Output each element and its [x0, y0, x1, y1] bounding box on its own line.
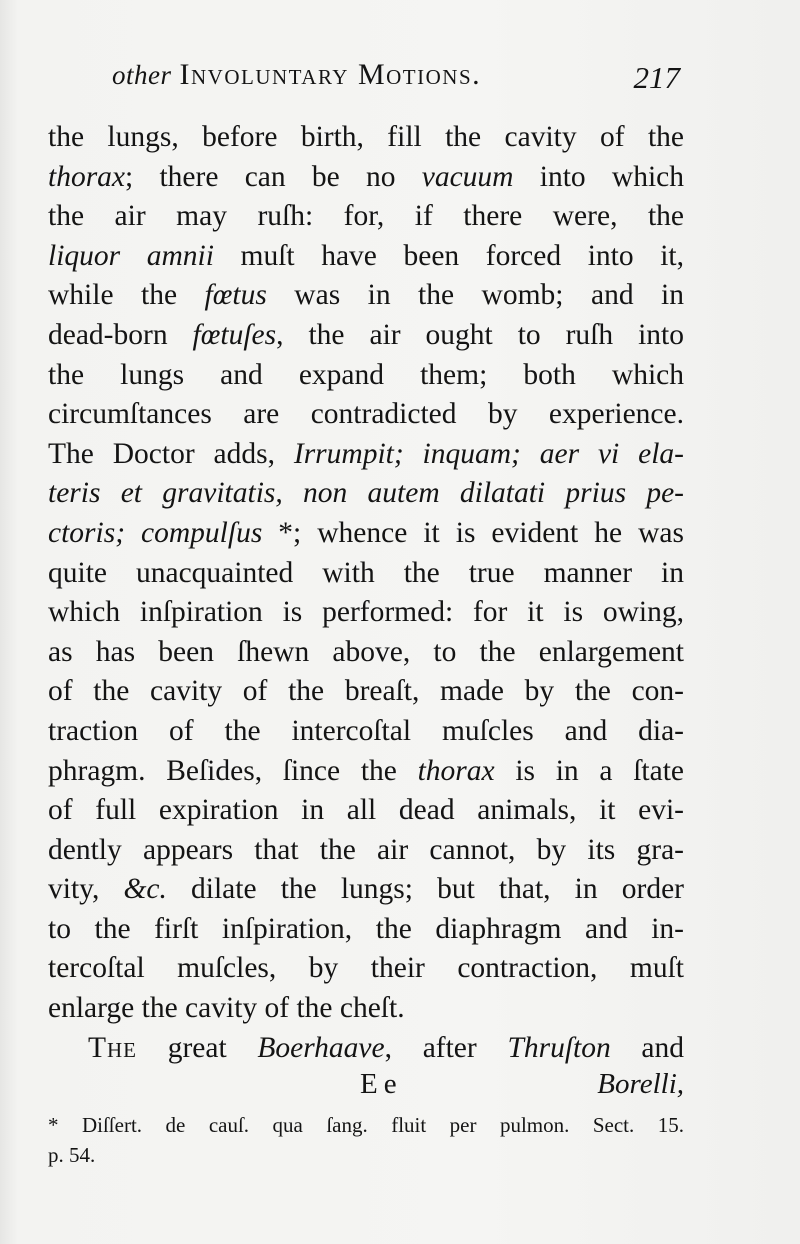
- italic-text: thorax: [417, 754, 495, 787]
- text-line: [48, 791, 684, 831]
- footnote-line: * Diſſert. de cauſ. qua ſang. fluit per pulmon. Sect. 15.: [48, 1113, 684, 1137]
- text-segment: muſt have been forced into it,: [213, 239, 684, 272]
- footnote-line: p. 54.: [48, 1143, 96, 1167]
- running-head-italic: other: [112, 60, 172, 90]
- text-segment: as has been ſhewn above, to the enlargement: [48, 635, 684, 668]
- text-segment: dently appears that the air cannot, by its gra-: [48, 833, 684, 866]
- text-segment: , after: [384, 1031, 508, 1064]
- text-segment: traction of the intercoſtal muſcles and dia-: [48, 714, 684, 747]
- body-text: [48, 118, 684, 1068]
- italic-text: teris et gravitatis, non autem dilatati prius pe-: [48, 477, 684, 510]
- running-head-title: Involuntary Motions.: [179, 58, 482, 91]
- text-line: [48, 633, 684, 673]
- text-line: [48, 831, 684, 871]
- text-line: [48, 197, 684, 237]
- text-segment: enlarge the cavity of the cheſt.: [48, 992, 405, 1025]
- text-line: [48, 712, 684, 752]
- text-line: [48, 554, 684, 594]
- italic-text: Thruſton: [507, 1031, 611, 1064]
- italic-text: thorax: [48, 160, 126, 193]
- text-segment: into which: [513, 160, 684, 193]
- text-line: [48, 276, 684, 316]
- text-line: [48, 237, 684, 277]
- text-segment: of full expiration in all dead animals, it evi-: [48, 794, 684, 827]
- signature-mark: Ee: [360, 1068, 403, 1100]
- italic-text: Boerhaave: [257, 1031, 385, 1064]
- text-segment: *; whence it is evident he was: [262, 516, 684, 549]
- page-number: 217: [633, 60, 680, 95]
- text-line: [48, 514, 684, 554]
- text-segment: while the: [48, 279, 205, 312]
- text-segment: the air may ruſh: for, if there were, the: [48, 200, 684, 233]
- small-caps-text: The: [88, 1031, 138, 1064]
- text-line: [48, 672, 684, 712]
- text-segment: to the firſt inſpiration, the diaphragm and in-: [48, 912, 684, 945]
- text-segment: is in a ſtate: [494, 754, 684, 787]
- italic-text: Irrumpit; inquam; aer vi ela-: [293, 437, 684, 470]
- text-line: [48, 158, 684, 198]
- text-line: [48, 118, 684, 158]
- text-line: [48, 910, 684, 950]
- text-segment: the lungs, before birth, fill the cavity of the: [48, 121, 684, 153]
- text-line: [48, 752, 684, 792]
- text-segment: circumſtances are contradicted by experience.: [48, 398, 684, 431]
- text-line: [48, 593, 684, 633]
- text-segment: vity,: [48, 873, 124, 906]
- footnote: [48, 1110, 684, 1170]
- italic-text: vacuum: [421, 160, 514, 193]
- text-line: [48, 1029, 684, 1069]
- text-segment: was in the womb; and in: [266, 279, 684, 312]
- text-segment: phragm. Beſides, ſince the: [48, 754, 418, 787]
- text-line: [48, 356, 684, 396]
- text-line: [48, 395, 684, 435]
- text-line: [48, 316, 684, 356]
- text-segment: , the air ought to ruſh into: [276, 318, 684, 351]
- text-line: [48, 989, 684, 1029]
- italic-text: fœtus: [204, 279, 267, 312]
- italic-text: liquor amnii: [48, 239, 214, 272]
- running-header: [48, 56, 688, 102]
- text-segment: The Doctor adds,: [48, 437, 294, 470]
- text-segment: the lungs and expand them; both which: [48, 358, 684, 391]
- text-segment: dead-born: [48, 318, 193, 351]
- text-line: [48, 474, 684, 514]
- italic-text: fœtuſes: [192, 318, 277, 351]
- italic-text: ctoris; compulſus: [48, 516, 263, 549]
- signature-line: [48, 1068, 684, 1104]
- text-line: [48, 870, 684, 910]
- text-segment: tercoſtal muſcles, by their contraction, muſt: [48, 952, 684, 985]
- text-segment: which inſpiration is performed: for it is owing,: [48, 596, 684, 629]
- text-segment: great: [137, 1031, 258, 1064]
- italic-text: &c.: [123, 873, 167, 906]
- running-head: [112, 58, 481, 92]
- catchword: Borelli,: [597, 1068, 684, 1100]
- text-segment: dilate the lungs; but that, in order: [166, 873, 684, 906]
- text-segment: ; there can be no: [125, 160, 422, 193]
- text-line: [48, 435, 684, 475]
- text-line: [48, 949, 684, 989]
- text-segment: quite unacquainted with the true manner in: [48, 556, 684, 589]
- text-segment: of the cavity of the breaſt, made by the con-: [48, 675, 684, 708]
- text-segment: and: [610, 1031, 685, 1064]
